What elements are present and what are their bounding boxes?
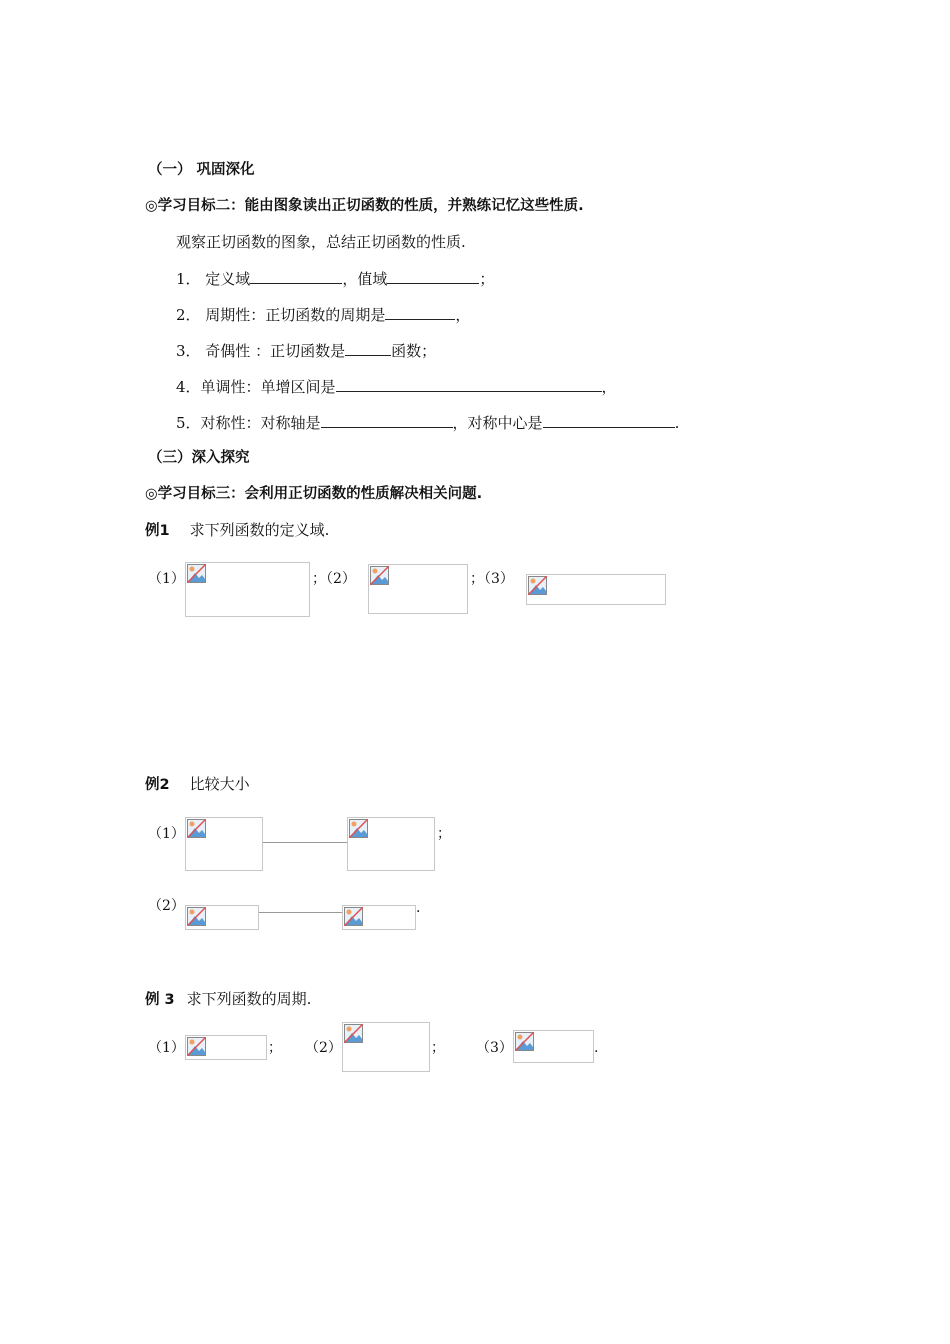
comparison-blank[interactable] [263,842,347,843]
part-label: （2） [305,1040,342,1056]
broken-image-icon [344,1024,363,1043]
formula-image [526,574,666,605]
example-label: 例1 [145,523,170,539]
formula-image [185,1035,267,1060]
answer-blank[interactable] [543,412,675,428]
answer-blank[interactable] [387,268,479,284]
broken-image-icon [187,564,206,583]
broken-image-icon [349,819,368,838]
formula-image [347,817,435,871]
formula-image [368,564,468,614]
learning-goal-two: ◎学习目标二：能由图象读出正切函数的性质，并熟练记忆这些性质. [145,198,584,214]
property-label: ，对称中心是 [452,414,543,432]
answer-blank[interactable] [385,304,455,320]
answer-blank[interactable] [336,376,602,392]
answer-blank[interactable] [345,340,391,356]
punctuation: . [674,414,680,432]
part-label: （1） [148,1040,185,1056]
punctuation: ； [431,1040,445,1056]
broken-image-icon [187,819,206,838]
property-item-1 [176,268,494,289]
punctuation: . [594,1040,599,1056]
part-label: （3） [476,1040,513,1056]
property-label: 5．对称性：对称轴是 [176,414,321,432]
property-item-2 [176,304,470,325]
answer-blank[interactable] [321,412,453,428]
section-heading-explore: （三）深入探究 [148,450,250,466]
formula-image [185,817,263,871]
broken-image-icon [370,566,389,585]
punctuation: ； [268,1040,282,1056]
broken-image-icon [528,576,547,595]
punctuation: ， [601,378,617,396]
property-label: 2． 周期性：正切函数的周期是 [176,306,386,324]
property-item-4 [176,376,617,397]
example-label: 例2 [145,777,170,793]
formula-image [342,1022,430,1072]
formula-image [185,562,310,617]
broken-image-icon [344,907,363,926]
property-label: 函数； [391,342,437,360]
part-label: （2） [148,898,185,914]
part-label: ；（2） [312,571,356,587]
intro-text: 观察正切函数的图象，总结正切函数的性质. [176,233,466,251]
formula-image [185,905,259,930]
example-text: 求下列函数的周期. [186,990,312,1008]
example-text: 比较大小 [189,775,250,793]
answer-blank[interactable] [250,268,342,284]
property-item-5 [176,412,679,433]
learning-goal-three: ◎学习目标三：会利用正切函数的性质解决相关问题. [145,486,483,502]
formula-image [513,1030,594,1063]
formula-image [342,905,416,930]
example-2-heading [145,774,250,795]
property-label: ，值域 [342,270,388,288]
part-label: （1） [148,826,185,842]
property-item-3 [176,340,436,361]
part-label: （1） [148,571,185,587]
broken-image-icon [187,1037,206,1056]
part-label: ；（3） [470,571,514,587]
example-1-heading [145,520,329,541]
property-label: 3． 奇偶性 ：正切函数是 [176,342,346,360]
punctuation: ， [455,306,471,324]
section-heading-consolidate: （一） 巩固深化 [148,162,255,178]
punctuation: . [416,900,421,916]
broken-image-icon [515,1032,534,1051]
punctuation: ； [479,270,495,288]
broken-image-icon [187,907,206,926]
example-text: 求下列函数的定义域. [189,521,330,539]
example-label: 例 3 [145,992,175,1008]
punctuation: ； [437,826,451,842]
example-3-heading [145,989,311,1010]
property-label: 4．单调性：单增区间是 [176,378,336,396]
property-label: 1． 定义域 [176,270,251,288]
comparison-blank[interactable] [259,912,342,913]
